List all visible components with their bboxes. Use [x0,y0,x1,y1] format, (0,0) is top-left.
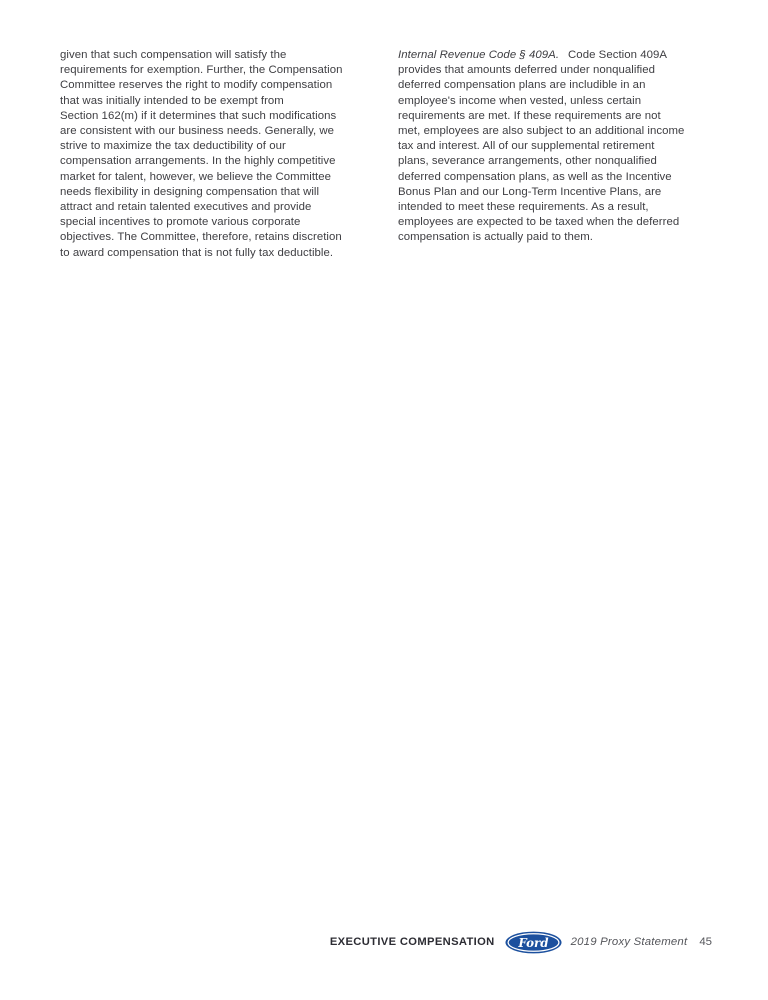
text-line: that was initially intended to be exempt from [60,94,284,107]
right-column-lines [398,63,718,245]
footer-doc-title: 2019 Proxy Statement [570,936,688,948]
page-footer [330,931,712,953]
text-line: employees are expected to be taxed when the deferred [398,216,680,229]
text-line: market for talent, however, we believe the Committee [60,170,332,183]
text-line: attract and retain talented executives and provide [60,201,312,214]
left-text-column [60,48,372,261]
text-line: plans, severance arrangements, other nonqualified [398,155,657,168]
ford-logo-icon [505,931,562,954]
section-lead-italic: Internal Revenue Code § 409A. [398,49,560,61]
text-line: intended to meet these requirements. As a result, [398,201,649,214]
text-line: Bonus Plan and our Long-Term Incentive Plans, are [398,185,662,198]
text-line: tax and interest. All of our supplemental retirement [398,140,655,153]
text-line [398,48,718,63]
footer-page-number: 45 [699,936,712,948]
text-line: deferred compensation plans are includible in an [398,79,646,92]
svg-text:Ford: Ford [517,935,549,950]
text-line: compensation is actually paid to them. [398,231,594,244]
text-line: Committee reserves the right to modify compensation [60,79,333,92]
text-line: met, employees are also subject to an additional income [398,125,685,138]
text-line: special incentives to promote various corporate [60,216,301,229]
right-text-column [398,48,718,246]
text-line: given that such compensation will satisfy the [60,49,287,61]
text-line: to award compensation that is not fully tax deductible. [60,246,334,259]
left-column-lines [60,48,372,261]
text-line: needs flexibility in designing compensation that will [60,185,320,198]
text-line: compensation arrangements. In the highly competitive [60,155,336,168]
text-line: are consistent with our business needs. Generally, we [60,125,335,138]
text-line: deferred compensation plans, as well as the Incentive [398,170,672,183]
text-line: requirements are met. If these requirements are not [398,109,661,122]
text-line: Section 162(m) if it determines that such modifications [60,109,337,122]
section-lead-rest: Code Section 409A [568,49,668,61]
footer-section-label: EXECUTIVE COMPENSATION [329,936,495,948]
text-line: requirements for exemption. Further, the Compensation [60,64,343,77]
text-line: provides that amounts deferred under nonqualified [398,64,656,77]
text-line: employee's income when vested, unless certain [398,94,642,107]
text-line: strive to maximize the tax deductibility of our [60,140,286,153]
text-line: objectives. The Committee, therefore, retains discretion [60,231,342,244]
